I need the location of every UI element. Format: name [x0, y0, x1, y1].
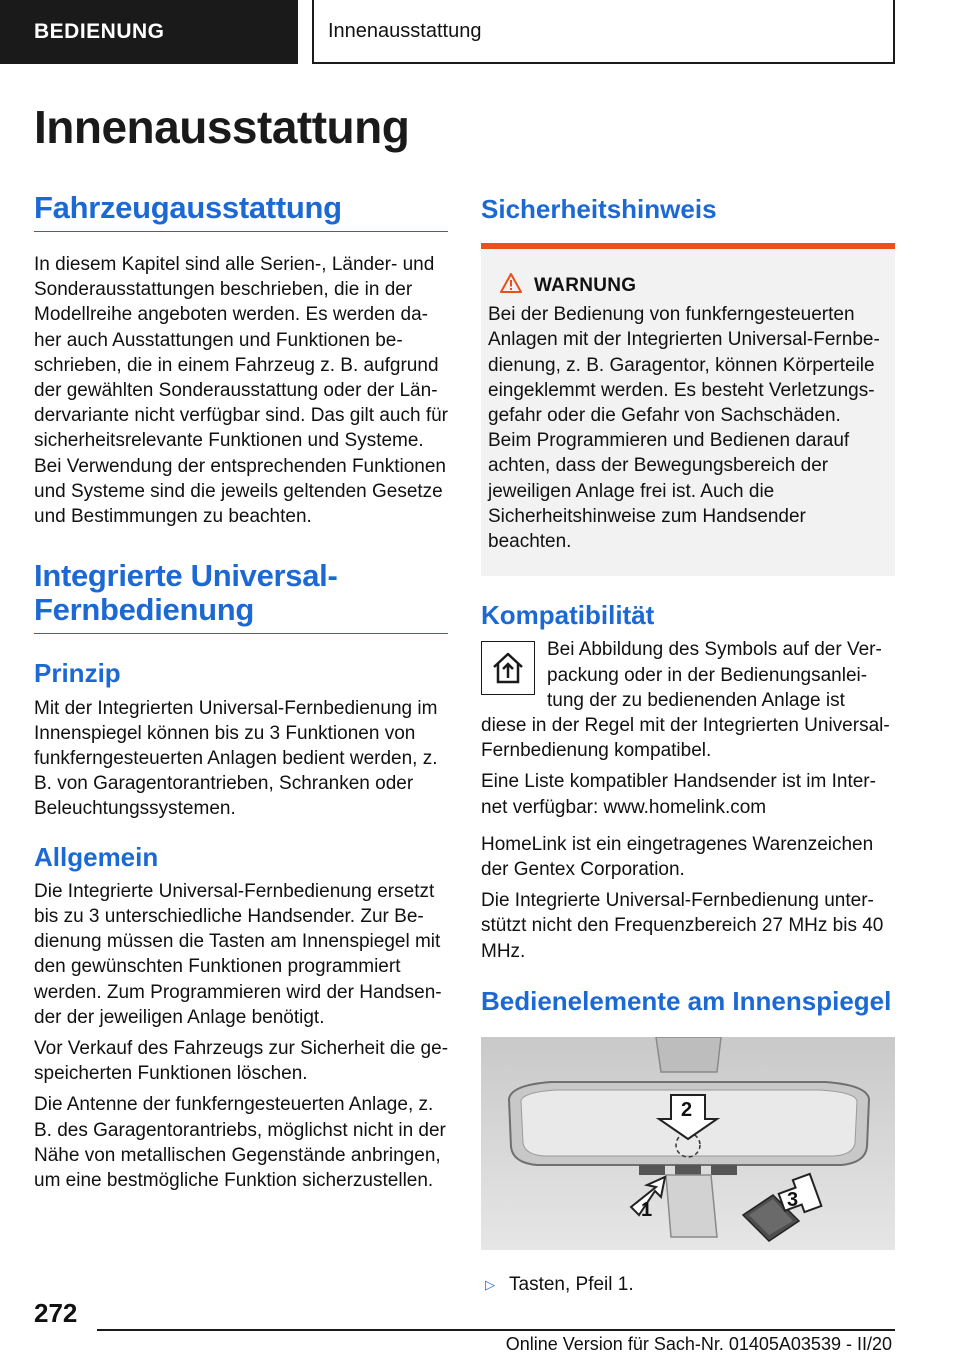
warning-text: Bei der Bedienung von funkferngesteuerten Anlagen mit der Integrierten Universal-Fernbedienung, z. B. Garagentor, können Körperteile eingeklemmt werden. Es besteht Verletzungsgefahr oder die Gefahr von Sachschäden. Beim Programmieren und Bedienen darauf achten, dass der Bewegungsbereich der jeweiligen Anlage frei ist. Auch die Sicherheitshinweise zum Handsender beachten.: [488, 304, 880, 553]
heading-bedienelemente: Bedienelemente am Innenspiegel: [481, 985, 892, 1016]
callout-2: 2: [681, 1099, 693, 1122]
homelink-house-icon: [481, 641, 535, 695]
mirror-illustration: [481, 1037, 895, 1250]
chapter-tab: [312, 0, 895, 64]
triangle-bullet-icon: ▷: [485, 1276, 495, 1292]
page-number: 272: [34, 1298, 78, 1328]
heading-prinzip: Prinzip: [34, 658, 121, 689]
paragraph-kompatibilitaet-4: Die Integrierte Universal-Fernbedienung unterstützt nicht den Frequenzbereich 27 MHz bis 40 MHz.: [481, 890, 884, 962]
heading-fahrzeugausstattung: Fahrzeugausstattung: [34, 190, 448, 232]
paragraph-prinzip: Mit der Integrierten Universal-Fernbedienung im Innenspiegel können bis zu 3 Funktionen von funkferngesteuerten Anlagen bedient werden, z. B. von Garagentorantrieben, Schranken oder Beleuchtungssystemen.: [34, 697, 438, 820]
chapter-label: Innenausstattung: [328, 19, 482, 42]
footer-online-version: Online Version für Sach-Nr. 01405A03539 - II/20: [505, 1334, 892, 1354]
page-title: Innenausstattung: [34, 101, 410, 153]
heading-allgemein: Allgemein: [34, 841, 159, 872]
heading-integrierte-fernbedienung: Integrierte Universal-Fernbedienung: [34, 559, 448, 634]
warning-box: [481, 243, 895, 576]
warning-title: WARNUNG: [534, 274, 637, 296]
paragraph-kompatibilitaet-2: Eine Liste kompatibler Handsender ist im Internet verfügbar: www.homelink.com: [481, 771, 876, 818]
callout-3: 3: [787, 1189, 799, 1212]
warning-triangle-icon: [500, 273, 522, 298]
paragraph-allgemein-2: Vor Verkauf des Fahrzeugs zur Sicherheit die gespeicherten Funktionen löschen.: [34, 1038, 449, 1085]
callout-1: 1: [641, 1199, 653, 1222]
paragraph-kompatibilitaet-3: HomeLink ist ein eingetragenes Warenzeichen der Gentex Corporation.: [481, 833, 874, 881]
section-label: BEDIENUNG: [34, 20, 165, 43]
warning-header: [488, 273, 887, 298]
paragraph-allgemein-1: Die Integrierte Universal-Fernbedienung ersetzt bis zu 3 unterschiedliche Handsender. Zur Bedienung müssen die Tasten am Innenspiegel mit den gewünschten Funktionen programmiert werden. Zum Programmieren wird der Handsender der jeweiligen Anlage benötigt.: [34, 880, 442, 1028]
section-tab: [0, 0, 298, 64]
footer-rule: [97, 1329, 895, 1331]
bullet-text-tasten: Tasten, Pfeil 1.: [509, 1274, 634, 1296]
paragraph-fahrzeugausstattung: In diesem Kapitel sind alle Serien-, Länder- und Sonderausstattungen beschrieben, die in der Modellreihe angeboten werden. Es werden daher auch Ausstattungen und Funktionen beschrieben, die in einem Fahrzeug z. B. aufgrund der gewählten Sonderausstattung oder der Ländervariante nicht verfügbar sind. Das gilt auch für sicherheitsrelevante Funktionen und Systeme. Bei Verwendung der entsprechenden Funktionen und Systeme sind die jeweils geltenden Gesetze und Bestimmungen zu beachten.: [34, 254, 448, 528]
heading-kompatibilitaet: Kompatibilität: [481, 600, 655, 631]
heading-sicherheitshinweis: Sicherheitshinweis: [481, 194, 717, 224]
bullet-item: [481, 1272, 895, 1297]
paragraph-allgemein-3: Die Antenne der funkferngesteuerten Anlage, z. B. des Garagentorantriebs, möglichst nicht in der Nähe von metallischen Gegenstände anbringen, um eine bestmögliche Funktion sicherzustellen.: [34, 1094, 446, 1192]
right-column: [481, 190, 895, 1297]
paragraph-kompatibilitaet-1: Bei Abbildung des Symbols auf der Verpackung oder in der Bedienungsanleitung der zu bedienenden Anlage ist diese in der Regel mit der Integrierten Universal-Fernbedienung kompatibel.: [481, 639, 890, 762]
left-column: [34, 190, 448, 1193]
